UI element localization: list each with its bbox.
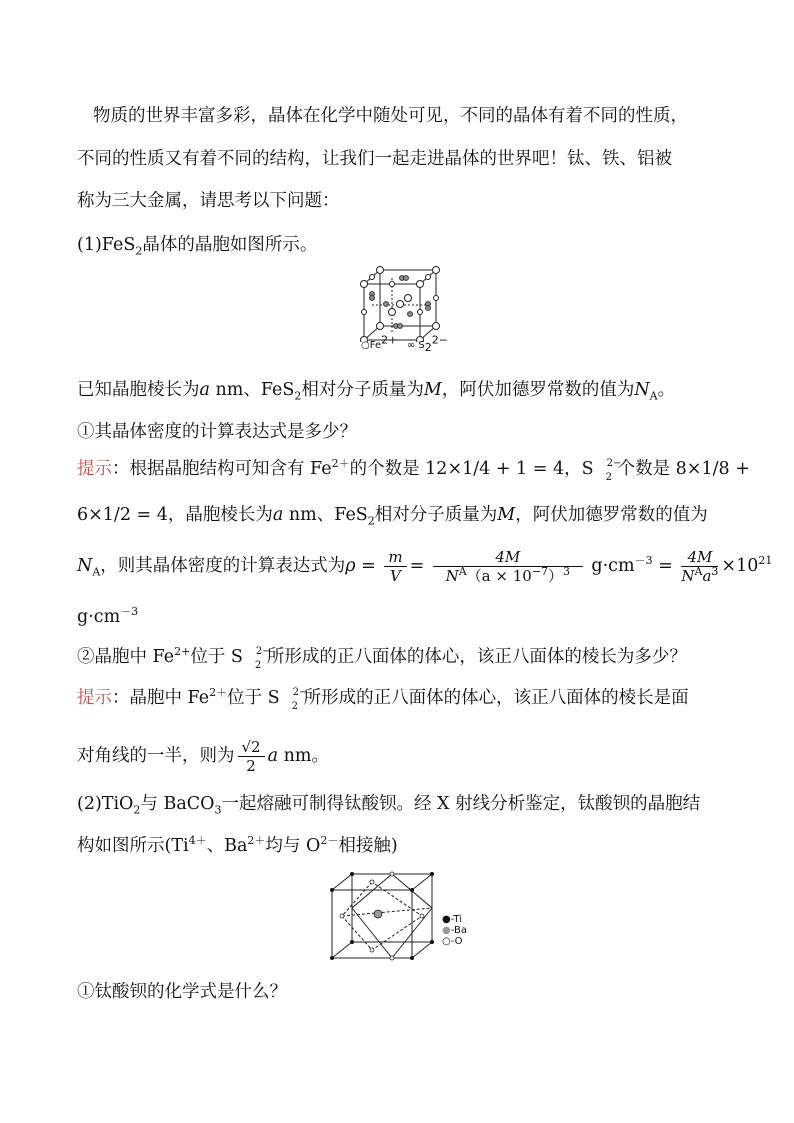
q1-1-hint-line-4: $g\cdot cm^{-3}$ [77, 605, 139, 627]
ti-dot-icon: ● [442, 914, 451, 925]
intro-line-2: 不同的性质又有着不同的结构，让我们一起走进晶体的世界吧！钛、铁、铝被 [77, 149, 672, 169]
fes2-legend: $○Fe^{2+}$ ∞ $S_2^{2-}$ [361, 333, 448, 354]
hint-label: 提示 [77, 688, 112, 708]
q1-2-question: ②晶胞中 $Fe^{2+}$位于 S 2− 2 所形成的正八面体的体心，该正八面体的棱长为多少？ [77, 645, 687, 671]
q1-2-hint-line-1: 提示：晶胞中 $Fe^{2+}$位于 S 2− 2 所形成的正八面体的体心，该正八面体的棱长是面 [77, 686, 689, 712]
ti-legend: ●-Ti [442, 914, 463, 925]
q1-2-hint-line-2: 对角线的一半，则为 $\frac{√2}{2}$ a nm。 [77, 738, 329, 775]
q1-given: 已知晶胞棱长为a nm、FeS$_2$相对分子质量为M，阿伏加德罗常数的值为$N_A$。 [77, 380, 676, 403]
density-fraction-3: $\frac{4M}{N^Aa^3}$ [681, 548, 719, 585]
density-fraction-2: $\frac{4M}{N^A(a \times 10^{-7})^3}$ [433, 548, 583, 585]
density-fraction-1: $\frac{m}{V}$ [384, 548, 406, 585]
s2-ion: 2− 2 [291, 686, 308, 712]
q1-1-question: ①其晶体密度的计算表达式是多少？ [77, 422, 357, 442]
sqrt2-over-2: $\frac{√2}{2}$ [238, 738, 265, 775]
q2-line-2: 构如图所示($Ti^{4+}$、$Ba^{2+}$均与 $O^{2-}$相接触) [77, 834, 398, 856]
q1-title: (1)FeS$_2$晶体的晶胞如图所示。 [77, 235, 318, 258]
intro-line-3: 称为三大金属，请思考以下问题： [77, 191, 340, 211]
o-legend: ○-O [442, 936, 463, 947]
fe-legend-icon: ○ [361, 340, 370, 351]
batio3-legend [442, 914, 467, 947]
q2-1-question: ①钛酸钡的化学式是什么？ [77, 982, 287, 1002]
q2-line-1: (2)TiO$_2$与 BaCO$_3$一起熔融可制得钛酸钡。经 X 射线分析鉴定，钛酸钡的晶胞结 [77, 794, 701, 817]
intro-line-1: 物质的世界丰富多彩，晶体在化学中随处可见，不同的晶体有着不同的性质， [93, 106, 688, 126]
q1-1-hint-line-2: 6×1/2 = 4，晶胞棱长为a nm、FeS$_2$相对分子质量为M，阿伏加德罗常数的值为 [77, 505, 708, 528]
o-dot-icon: ○ [442, 936, 451, 947]
s2-legend-icon: ∞ [406, 340, 416, 351]
ba-dot-icon: ● [442, 925, 451, 936]
s2-ion: 2− 2 [254, 645, 271, 671]
q1-1-hint-line-1: 提示：根据晶胞结构可知含有 $Fe^{2+}$的个数是 12×1/4 + 1 = 4，S 2− 2 个数是 8×1/8 + [77, 457, 750, 483]
s2-ion: 2− 2 [605, 457, 622, 483]
fes2-unit-cell-figure [358, 264, 442, 342]
q1-1-hint-line-3: $N_A$，则其晶体密度的计算表达式为ρ = $\frac{m}{V}$ = $\frac{4M}{N^A(a \times 10^{-7})^3}$ $g\cdot cm^{-3}$ = $\frac{4M}{N^Aa^3}$ $\times 10^{21}$ [77, 548, 773, 585]
hint-label: 提示 [77, 459, 112, 479]
ba-legend: ●-Ba [442, 925, 467, 936]
batio3-unit-cell-figure [328, 870, 436, 962]
